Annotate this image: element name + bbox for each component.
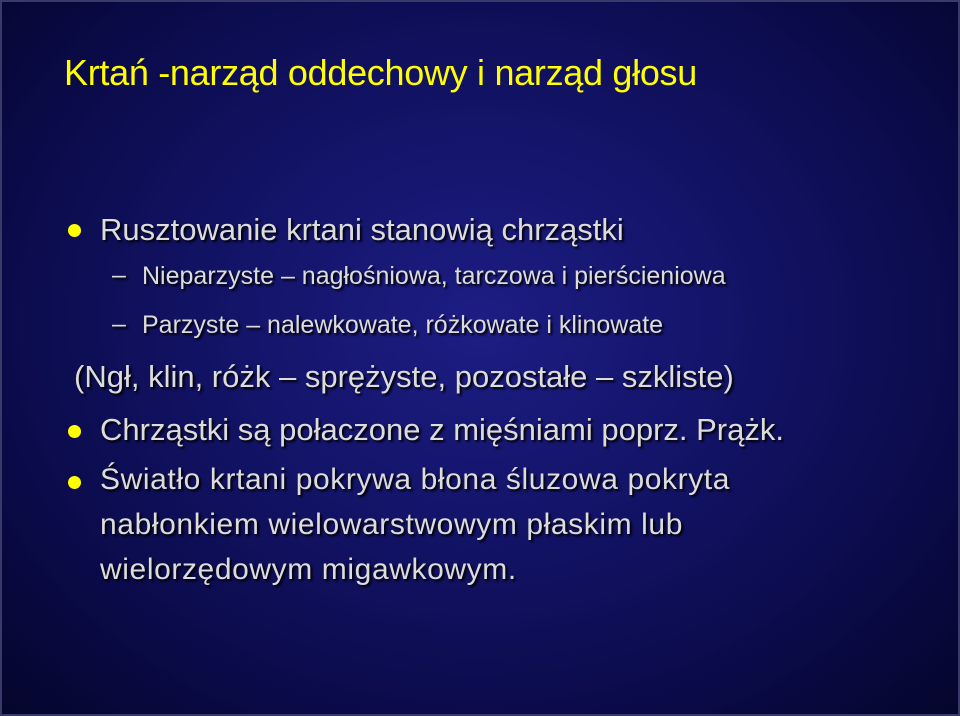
dash-marker: – — [112, 261, 126, 289]
bullet-text-lumen-line-3: wielorzędowym migawkowym. — [100, 553, 517, 586]
bullet-dot-icon — [68, 425, 81, 438]
sub-bullet-unpaired: Nieparzyste – nagłośniowa, tarczowa i pierścieniowa — [142, 262, 726, 290]
bullet-text-scaffold: Rusztowanie krtani stanowią chrząstki — [100, 212, 624, 247]
bullet-text-muscles: Chrząstki są połaczone z mięśniami poprz. Prążk. — [100, 412, 784, 447]
bullet-text-lumen-line-2: nabłonkiem wielowarstwowym płaskim lub — [100, 508, 683, 541]
bullet-dot-icon — [68, 224, 81, 237]
dash-marker: – — [112, 310, 126, 338]
sub-bullet-paired: Parzyste – nalewkowate, różkowate i klinowate — [142, 311, 664, 339]
bullet-dot-icon — [68, 476, 81, 489]
slide-title: Krtań -narząd oddechowy i narząd głosu — [64, 52, 697, 93]
cartilage-note: (Ngł, klin, różk – sprężyste, pozostałe – szkliste) — [74, 359, 734, 394]
bullet-text-lumen-line-1: Światło krtani pokrywa błona śluzowa pokryta — [100, 463, 731, 496]
